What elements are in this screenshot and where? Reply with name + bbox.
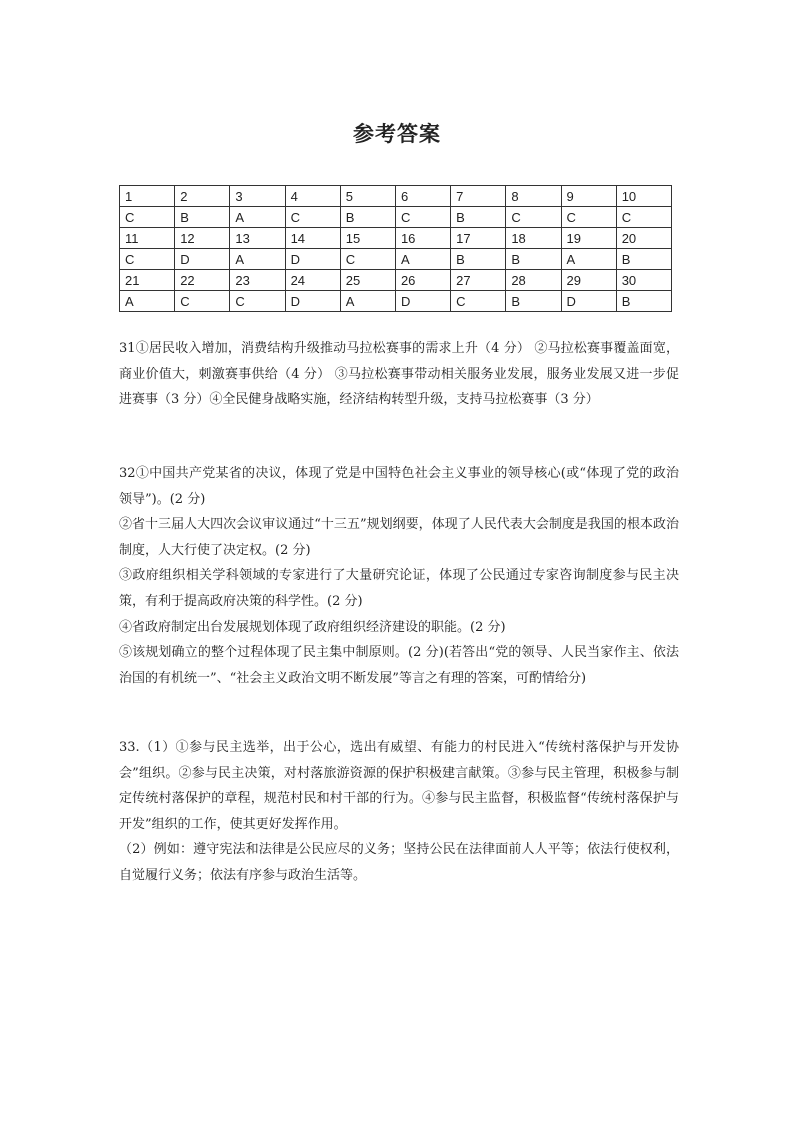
table-cell: 8 [506, 186, 561, 207]
table-cell: C [285, 207, 340, 228]
table-row [120, 207, 672, 228]
q32-paragraph: ③政府组织相关学科领域的专家进行了大量研究论证，体现了公民通过专家咨询制度参与民主决策，有利于提高政府决策的科学性。(2 分) [119, 568, 679, 609]
table-cell: C [451, 291, 506, 312]
table-cell: D [175, 249, 230, 270]
table-cell: D [285, 291, 340, 312]
table-cell: 7 [451, 186, 506, 207]
question-32-answer [119, 461, 679, 691]
table-cell: 5 [340, 186, 395, 207]
table-cell: C [340, 249, 395, 270]
table-cell: 22 [175, 270, 230, 291]
table-cell: 10 [616, 186, 671, 207]
q32-paragraph: 32①中国共产党某省的决议，体现了党是中国特色社会主义事业的领导核心(或“体现了党的政治领导”)。(2 分) [119, 466, 679, 507]
table-cell: 29 [561, 270, 616, 291]
table-cell: 24 [285, 270, 340, 291]
table-cell: A [395, 249, 450, 270]
q31-text: 31①居民收入增加，消费结构升级推动马拉松赛事的需求上升（4 分） ②马拉松赛事覆盖面宽，商业价值大，刺激赛事供给（4 分） ③马拉松赛事带动相关服务业发展，服务业发展又进一步促进赛事（3 分）④全民健身战略实施，经济结构转型升级，支持马拉松赛事（3 分） [119, 341, 679, 408]
table-cell: A [230, 207, 285, 228]
table-row [120, 186, 672, 207]
table-cell: B [616, 291, 671, 312]
table-cell: A [561, 249, 616, 270]
table-cell: 2 [175, 186, 230, 207]
table-cell: 1 [120, 186, 175, 207]
table-cell: C [120, 249, 175, 270]
table-cell: 20 [616, 228, 671, 249]
table-cell: B [506, 291, 561, 312]
table-cell: 16 [395, 228, 450, 249]
table-cell: 26 [395, 270, 450, 291]
table-row [120, 249, 672, 270]
q33-paragraph: （2）例如：遵守宪法和法律是公民应尽的义务；坚持公民在法律面前人人平等；依法行使权利，自觉履行义务；依法有序参与政治生活等。 [119, 842, 679, 883]
table-cell: 18 [506, 228, 561, 249]
table-cell: 15 [340, 228, 395, 249]
table-row [120, 270, 672, 291]
table-cell: 11 [120, 228, 175, 249]
table-cell: 9 [561, 186, 616, 207]
table-cell: 19 [561, 228, 616, 249]
table-cell: 14 [285, 228, 340, 249]
table-cell: A [340, 291, 395, 312]
table-cell: C [395, 207, 450, 228]
q32-paragraph: ⑤该规划确立的整个过程体现了民主集中制原则。(2 分)(若答出“党的领导、人民当家作主、依法治国的有机统一”、“社会主义政治文明不断发展”等言之有理的答案，可酌情给分) [119, 645, 679, 686]
table-cell: C [506, 207, 561, 228]
table-cell: 25 [340, 270, 395, 291]
table-cell: C [230, 291, 285, 312]
table-cell: 6 [395, 186, 450, 207]
table-cell: B [175, 207, 230, 228]
table-cell: D [561, 291, 616, 312]
question-33-answer [119, 735, 679, 889]
q32-paragraph: ④省政府制定出台发展规划体现了政府组织经济建设的职能。(2 分) [119, 619, 506, 635]
table-cell: C [175, 291, 230, 312]
question-31-answer [119, 336, 679, 413]
table-cell: 23 [230, 270, 285, 291]
table-cell: A [230, 249, 285, 270]
q33-paragraph: 33.（1）①参与民主选举，出于公心，选出有威望、有能力的村民进入“传统村落保护与开发协会”组织。②参与民主决策，对村落旅游资源的保护积极建言献策。③参与民主管理，积极参与制定传统村落保护的章程，规范村民和村干部的行为。④参与民主监督，积极监督“传统村落保护与开发”组织的工作，使其更好发挥作用。 [119, 740, 679, 832]
table-cell: 17 [451, 228, 506, 249]
table-row [120, 291, 672, 312]
table-cell: C [120, 207, 175, 228]
table-cell: B [451, 249, 506, 270]
table-cell: 30 [616, 270, 671, 291]
table-cell: B [506, 249, 561, 270]
table-cell: D [395, 291, 450, 312]
table-cell: B [451, 207, 506, 228]
table-cell: C [561, 207, 616, 228]
table-cell: C [616, 207, 671, 228]
table-cell: 13 [230, 228, 285, 249]
page-title: 参考答案 [353, 122, 441, 146]
table-cell: 21 [120, 270, 175, 291]
table-cell: 3 [230, 186, 285, 207]
table-cell: 12 [175, 228, 230, 249]
table-cell: B [616, 249, 671, 270]
table-cell: D [285, 249, 340, 270]
table-cell: 27 [451, 270, 506, 291]
table-row [120, 228, 672, 249]
table-cell: 28 [506, 270, 561, 291]
table-cell: B [340, 207, 395, 228]
answer-table [119, 185, 672, 312]
q32-paragraph: ②省十三届人大四次会议审议通过“十三五”规划纲要，体现了人民代表大会制度是我国的根本政治制度，人大行使了决定权。(2 分) [119, 517, 679, 558]
table-cell: 4 [285, 186, 340, 207]
table-cell: A [120, 291, 175, 312]
